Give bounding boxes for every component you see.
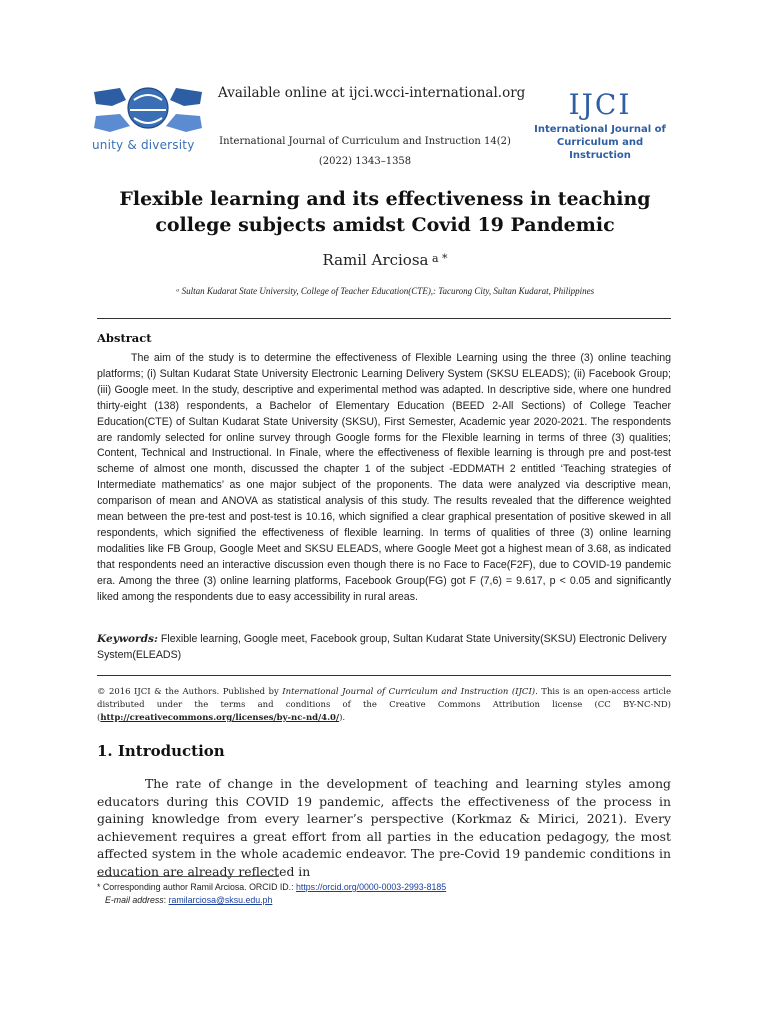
license-text-3: ). xyxy=(339,713,346,723)
license-text-1: © 2016 IJCI & the Authors. Published by xyxy=(97,687,283,697)
title-line2: college subjects amidst Covid 19 Pandemic xyxy=(155,214,615,236)
abstract-heading: Abstract xyxy=(97,331,152,345)
license-journal-name: International Journal of Curriculum and Instruction (IJCI) xyxy=(282,687,536,697)
ijci-logo-subtitle xyxy=(527,123,673,162)
article-title xyxy=(90,186,680,238)
ijci-logo-title: IJCI xyxy=(568,88,632,121)
journal-citation xyxy=(207,132,523,172)
author-name: Ramil Arciosa xyxy=(322,251,429,269)
introduction-heading: 1. Introduction xyxy=(97,742,225,760)
author-mark: a * xyxy=(428,252,448,265)
email-label: E-mail address xyxy=(105,895,164,905)
license-notice xyxy=(97,686,671,725)
orcid-link[interactable]: https://orcid.org/0000-0003-2993-8185 xyxy=(296,882,447,892)
introduction-text: The rate of change in the development of teaching and learning styles among educators during this COVID 19 pandemic, affects the effectiveness of the process in gaining knowledge from every learner’s perspective (Korkmaz & Mirici, 2021). Every achievement requires a great effort from all parties in the education pedagogy, the most affected system in the whole academic endeavor. The pre-Covid 19 pandemic conditions in education are already reflected in xyxy=(97,776,671,879)
top-rule xyxy=(97,318,671,319)
unity-diversity-logo xyxy=(90,82,206,154)
author-line xyxy=(90,251,680,269)
keywords-label: Keywords: xyxy=(97,633,158,645)
keywords-text: Flexible learning, Google meet, Facebook group, Sultan Kudarat State University(SKSU) Electronic Delivery System(ELEADS) xyxy=(97,633,667,661)
hands-globe-icon xyxy=(90,82,206,138)
available-online-text: Available online at ijci.wcci-international.org xyxy=(218,85,526,101)
footnote-star: * xyxy=(97,882,103,892)
journal-citation-line1: International Journal of Curriculum and Instruction 14(2) xyxy=(219,136,511,147)
title-line1: Flexible learning and its effectiveness in teaching xyxy=(119,188,651,210)
abstract-text: The aim of the study is to determine the effectiveness of Flexible Learning using the three (3) online teaching platforms; (i) Sultan Kudarat State University Electronic Learning Delivery System (SKSU ELEADS); (ii) Facebook Group; (iii) Google meet. In the study, descriptive and experimental method was adapted. In descriptive side, where one hundred thirty-eight (138) respondents, a Bachelor of Elementary Education (BEED 2-All Sections) of College Teacher Education(CTE) of Sultan Kudarat State University (SKSU), First Semester, Academic year 2020-2021. The respondents are randomly selected for online survey through Google forms for the Flexible learning in terms of three (3) qualities; Content, Technical and Instructional. In Finale, where the effectiveness of flexible learning is through pre and post-test scheme of almost one month, discussed the chapter 1 of the subject -EDDMATH 2 entitled ‘Teaching strategies of Intermediate mathematics’ as one major subject of the proponents. The data were analyzed via descriptive mean, comparison of mean and ANOVA as statistical analysis of this study. The results revealed that the difference weighted mean between the pre-test and post-test is 10.16, which signified a clear graphical presentation of positive skewed in all respondents, which signified the effectiveness of flexible learning. In terms of qualities of three (3) online learning modalities like FB Group, Google Meet and SKSU ELEADS, where Google Meet got a highest mean of 3.68, as indicated that respondents need an interactive discussion even though there is no Face to Face(F2F), due to COVID-19 pandemic era. Among the three (3) online learning platforms, Facebook Group(FG) got F (7,6) = 9.617, p < 0.05 and significantly liked among the respondents due to easy accessibility in rural areas. xyxy=(97,352,671,603)
abstract-rule xyxy=(97,675,671,676)
license-text-2: . This is an open-access article distributed under the terms and conditions of the Creative Commons Attribution license (CC BY-NC-ND) ( xyxy=(97,687,671,723)
logo-caption: unity & diversity xyxy=(92,138,195,152)
ijci-logo-sub2: Curriculum and Instruction xyxy=(556,137,644,161)
affiliation: ᵃ Sultan Kudarat State University, College of Teacher Education(CTE),: Tacurong City, Sultan Kudarat, Philippines xyxy=(175,286,595,296)
footnote-email xyxy=(97,894,671,907)
footnote-corr-label: Corresponding author Ramil Arciosa. ORCID ID.: xyxy=(102,882,296,892)
license-link[interactable]: http://creativecommons.org/licenses/by-nc-nd/4.0/ xyxy=(100,713,340,723)
keywords xyxy=(97,632,671,664)
ijci-logo xyxy=(527,90,673,162)
email-link[interactable]: ramilarciosa@sksu.edu.ph xyxy=(168,895,273,905)
ijci-logo-sub1: International Journal of xyxy=(534,124,666,135)
email-sep: : xyxy=(163,895,169,905)
journal-citation-line2: (2022) 1343–1358 xyxy=(318,156,412,167)
footnote-corresponding xyxy=(97,881,671,894)
footnote-rule xyxy=(97,876,279,877)
footnote xyxy=(97,881,671,907)
